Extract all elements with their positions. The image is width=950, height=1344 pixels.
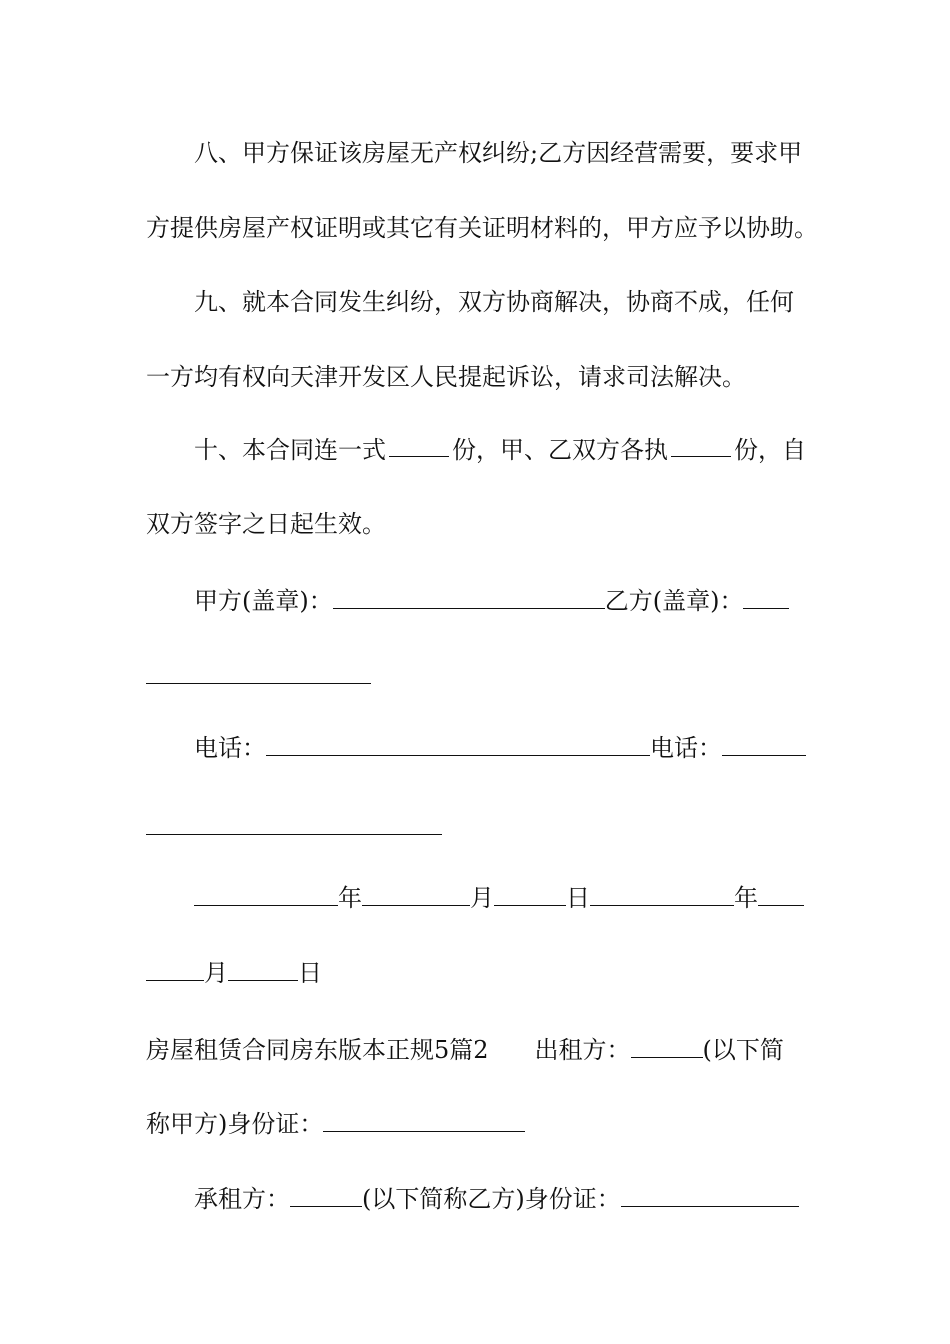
next-contract-heading: 房屋租赁合同房东版本正规5篇2 (146, 1036, 489, 1064)
copies-total-blank[interactable] (389, 434, 449, 457)
phone-line (194, 732, 806, 764)
lessor-name-blank[interactable] (631, 1035, 703, 1058)
clause-9-line-1: 九、就本合同发生纠纷，双方协商解决，协商不成，任何 (194, 288, 794, 316)
next-contract-line-2 (146, 1108, 806, 1140)
lessee-suffix: (以下简称乙方)身份证： (362, 1185, 621, 1213)
signature-seal-line (194, 585, 806, 617)
month-a-blank[interactable] (362, 883, 470, 906)
day-a-label: 日 (566, 884, 590, 912)
phone-b-label: 电话： (650, 734, 722, 762)
party-b-seal-label: 乙方(盖章)： (604, 587, 744, 615)
clause-10-text-3: 份，自 (734, 436, 806, 464)
party-b-seal-blank-continued[interactable] (146, 683, 371, 684)
phone-b-blank-continued[interactable] (146, 834, 442, 835)
phone-a-blank[interactable] (266, 733, 650, 756)
clause-10-line-1 (194, 434, 806, 466)
phone-b-blank[interactable] (722, 733, 806, 756)
day-b-label: 日 (298, 959, 322, 987)
next-contract-line-1 (146, 1034, 806, 1066)
month-b-label: 月 (204, 959, 228, 987)
lessee-label: 承租方： (194, 1185, 290, 1213)
date-line (194, 882, 806, 914)
year-b-blank-continued[interactable] (146, 958, 204, 981)
lessor-id-blank[interactable] (323, 1109, 525, 1132)
party-a-seal-label: 甲方(盖章)： (194, 587, 333, 615)
lessor-suffix: (以下简 (702, 1036, 784, 1064)
year-a-blank[interactable] (194, 883, 338, 906)
month-b-blank[interactable] (228, 958, 298, 981)
lessor-id-label: 称甲方)身份证： (146, 1110, 324, 1138)
lessor-label: 出租方： (534, 1036, 631, 1064)
clause-10-line-2: 双方签字之日起生效。 (146, 510, 386, 538)
year-b-label: 年 (734, 884, 758, 912)
party-b-seal-blank[interactable] (743, 586, 789, 609)
lessee-name-blank[interactable] (290, 1184, 362, 1207)
clause-8-line-2: 方提供房屋产权证明或其它有关证明材料的，甲方应予以协助。 (146, 214, 818, 242)
clause-8-line-1: 八、甲方保证该房屋无产权纠纷;乙方因经营需要，要求甲 (194, 139, 803, 167)
year-b-blank[interactable] (590, 883, 734, 906)
clause-9-line-2: 一方均有权向天津开发区人民提起诉讼，请求司法解决。 (146, 363, 746, 391)
month-a-label: 月 (470, 884, 494, 912)
day-a-blank[interactable] (494, 883, 566, 906)
copies-each-blank[interactable] (671, 434, 731, 457)
next-contract-line-3 (194, 1183, 806, 1215)
lessee-id-blank[interactable] (621, 1184, 799, 1207)
clause-10-text-2: 份，甲、乙双方各执 (452, 436, 668, 464)
phone-a-label: 电话： (194, 734, 266, 762)
party-a-seal-blank[interactable] (333, 586, 605, 609)
year-a-label: 年 (338, 884, 362, 912)
clause-10-text-1: 十、本合同连一式 (194, 436, 386, 464)
date-line-2 (146, 957, 806, 989)
year-b-blank-end[interactable] (758, 883, 804, 906)
